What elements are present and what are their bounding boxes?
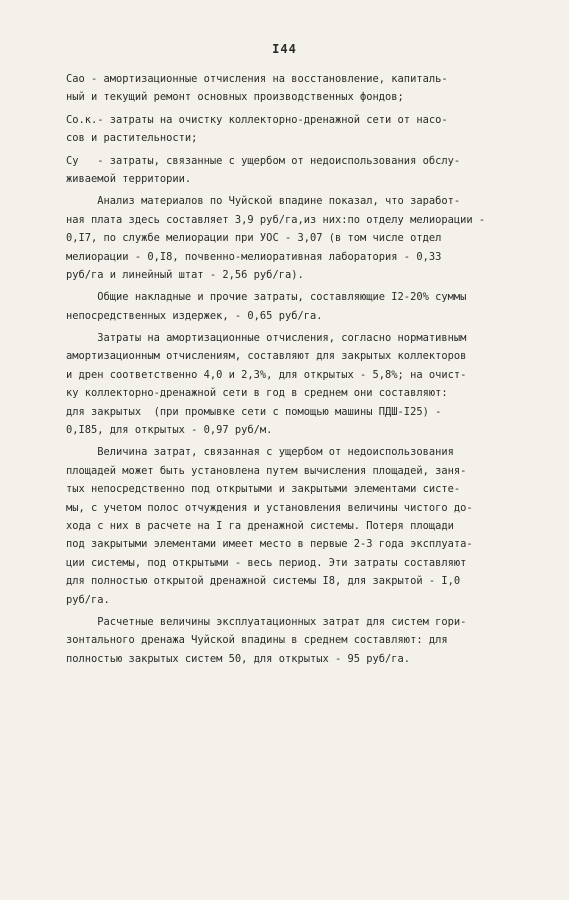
paragraph: [66, 111, 536, 148]
paragraph: [66, 288, 536, 325]
text-line: руб/га.: [66, 593, 110, 606]
text-line: 0,I85, для открытых - 0,97 руб/м.: [66, 424, 273, 437]
text-line: для закрытых (при промывке сети с помощью машины ПДШ-I25) -: [66, 405, 442, 418]
text-line: мелиорации - 0,I8, почвенно-мелиоративная лаборатория - 0,33: [66, 250, 442, 263]
paragraph: [66, 443, 536, 609]
text-line: руб/га и линейный штат - 2,56 руб/га).: [66, 268, 304, 281]
text-line: Су - затраты, связанные с ущербом от недоиспользования обслу-: [66, 154, 461, 167]
paragraph: [66, 613, 536, 668]
text-line: Анализ материалов по Чуйской впадине показал, что заработ-: [66, 195, 461, 208]
text-line: Общие накладные и прочие затраты, составляющие I2-20% суммы: [66, 291, 467, 304]
text-line: ку коллекторно-дренажной сети в год в среднем они составляют:: [66, 387, 448, 400]
text-line: живаемой территории.: [66, 172, 192, 185]
text-line: мы, с учетом полос отчуждения и установления величины чистого до-: [66, 501, 473, 514]
text-line: непосредственных издержек, - 0,65 руб/га.: [66, 309, 323, 322]
body-text: [66, 70, 536, 668]
text-line: сов и растительности;: [66, 132, 198, 145]
text-line: под закрытыми элементами имеет место в первые 2-3 года эксплуата-: [66, 538, 473, 551]
text-line: Со.к.- затраты на очистку коллекторно-дренажной сети от насо-: [66, 113, 448, 126]
page-number: I44: [272, 42, 297, 56]
text-line: зонтального дренажа Чуйской впадины в среднем составляют: для: [66, 634, 448, 647]
text-line: ный и текущий ремонт основных производственных фондов;: [66, 91, 404, 104]
text-line: площадей может быть установлена путем вычисления площадей, заня-: [66, 464, 467, 477]
text-line: Сао - амортизационные отчисления на восстановление, капиталь-: [66, 73, 448, 85]
text-line: Величина затрат, связанная с ущербом от недоиспользования: [66, 446, 454, 459]
text-line: и дрен соответственно 4,0 и 2,3%, для открытых - 5,8%; на очист-: [66, 368, 467, 381]
text-line: ции системы, под открытыми - весь период. Эти затраты составляют: [66, 556, 467, 569]
text-line: Затраты на амортизационные отчисления, согласно нормативным: [66, 332, 467, 345]
text-line: ная плата здесь составляет 3,9 руб/га,из них:по отделу мелиорации -: [66, 213, 486, 226]
text-line: полностью закрытых систем 50, для открытых - 95 руб/га.: [66, 652, 411, 665]
text-line: для полностью открытой дренажной системы I8, для закрытой - I,0: [66, 575, 461, 588]
paragraph: [66, 152, 536, 189]
text-line: тых непосредственно под открытыми и закрытыми элементами систе-: [66, 483, 461, 496]
paragraph: [66, 329, 536, 439]
text-line: Расчетные величины эксплуатационных затрат для систем гори-: [66, 615, 467, 628]
text-line: амортизационным отчислениям, составляют для закрытых коллекторов: [66, 350, 467, 363]
paragraph: [66, 192, 536, 284]
paragraph: [66, 70, 536, 107]
text-line: хода с них в расчете на I га дренажной системы. Потеря площади: [66, 519, 454, 532]
text-line: 0,I7, по службе мелиорации при УОС - 3,07 (в том числе отдел: [66, 232, 442, 245]
